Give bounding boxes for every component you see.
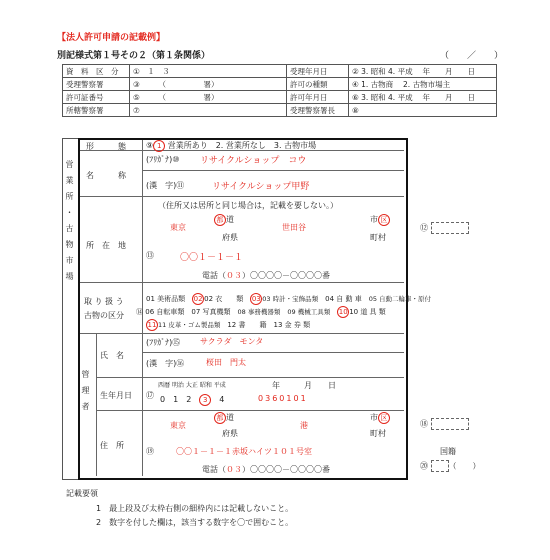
note-2: 2 数字を付した欄は，該当する数字を〇で囲むこと。	[96, 518, 294, 527]
value-kyoka-date: ⑥ 3. 昭和 4. 平成 年 月 日	[349, 91, 497, 104]
value-form: ⑨ 1 営業所あり 2. 営業所なし 3. 古物市場	[146, 141, 317, 150]
note-1: 1 最上段及び太枠右側の細枠内には記載しないこと。	[96, 504, 294, 513]
kana-tag: (ﾌﾘｶﾞﾅ)⑩	[146, 155, 180, 164]
label-name: 名 称	[86, 171, 126, 180]
value-kyoka-no: ⑤ （ 署）	[130, 91, 287, 104]
label-form: 形 態	[86, 142, 126, 151]
city-value: 世田谷	[282, 223, 306, 232]
birth-digits: 0360101	[258, 394, 308, 403]
value-juri-chief: ⑧	[349, 104, 497, 117]
label-kyoka-date: 許可年月日	[287, 91, 349, 104]
circled-ku: 区	[378, 214, 390, 226]
notes-title: 記載要領	[66, 489, 98, 498]
pref-value: 東京	[170, 223, 186, 232]
value-juri-date: ② 3. 昭和 4. 平成 年 月 日	[349, 65, 497, 78]
side-label: 営業所・古物市場	[65, 160, 74, 288]
era-digits: 0 1 2 3 4	[160, 395, 225, 404]
table-row	[63, 65, 497, 78]
form-title: 別記様式第１号その２（第１条関係）	[57, 51, 211, 61]
items-row-2: ⑭ 06 自転車類 07 写真機類 08 事務機器類 09 機械工具類 10 10 道 具 類	[136, 308, 386, 316]
page-title: 【法人許可申請の記載例】	[57, 33, 166, 43]
manager-kana: サクラダ モンタ	[200, 337, 264, 346]
manager-label: 管理者	[81, 370, 90, 418]
label-juri-date: 受理年月日	[287, 65, 349, 78]
phone-row: 電話（０３）〇〇〇〇－〇〇〇〇番	[202, 271, 330, 280]
value-kyoka-type: ④ 1. 古物商 2. 古物市場主	[349, 78, 497, 91]
circled-option: 1	[153, 140, 165, 152]
table-row	[63, 78, 497, 91]
kanji-tag: (漢 字)⑪	[146, 181, 185, 190]
address-value: 〇〇１－１－１	[180, 253, 244, 263]
label-shiryo: 資 料 区 分	[63, 65, 130, 78]
manager-kanji: 桜田 門太	[206, 358, 246, 367]
value-juri-police: ③ （ 署）	[130, 78, 287, 91]
value-shokatsu: ⑦	[130, 104, 287, 117]
table-row	[63, 91, 497, 104]
label-juri-chief: 受理警察署長	[287, 104, 349, 117]
date-paren: （ ／ ）	[440, 51, 504, 61]
era-labels: 西暦 明治 大正 昭和 平成	[158, 382, 226, 389]
label-shokatsu: 所轄警察署	[63, 104, 130, 117]
items-row-1: 01 美術品類 02 02 衣 類 03 03 時計・宝飾品類 04 自 動 車 05 自動二輪車・原付	[146, 295, 432, 303]
manager-address: 〇〇１－１－１赤坂ハイツ１０１号室	[176, 447, 312, 456]
label-kyoka-no: 許可証番号	[63, 91, 130, 104]
kanji-name: リサイクルショップ甲野	[212, 182, 310, 192]
kana-name: リサイクルショップ コウ	[200, 156, 307, 166]
table-row	[63, 104, 497, 117]
label-juri-police: 受理警察署	[63, 78, 130, 91]
address-note: （住所又は居所と同じ場合は，記載を要しない。）	[158, 201, 338, 210]
value-shiryo: ① １ ３	[130, 65, 287, 78]
top-info-table	[62, 64, 497, 117]
items-row-3: 11 11 皮革・ゴム製品類 12 書 籍 13 金 券 類	[147, 321, 311, 329]
label-kyoka-type: 許可の種類	[287, 78, 349, 91]
label-address: 所 在 地	[86, 241, 126, 250]
circled-to: 都	[214, 214, 226, 226]
